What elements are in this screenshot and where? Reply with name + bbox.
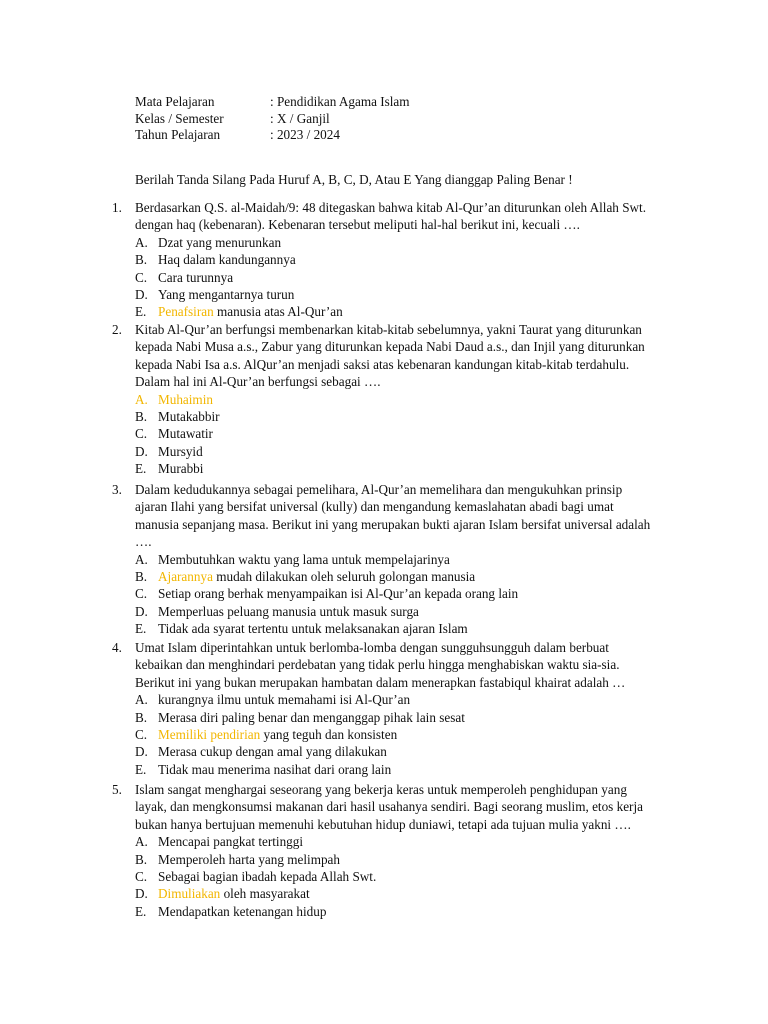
option-text <box>158 303 343 320</box>
option-text <box>158 726 397 743</box>
option-letter[interactable]: D. <box>135 443 148 459</box>
option-text-rest: kurangnya ilmu untuk memahami isi Al-Qur’an <box>158 692 411 708</box>
question-number: 3. <box>112 482 122 497</box>
option-text-rest: Tidak mau menerima nasihat dari orang lain <box>158 761 392 777</box>
question-text-line: dengan haq (kebenaran). Kebenaran tersebut meliputi hal-hal berikut ini, kecuali …. <box>135 217 580 233</box>
option-text <box>158 234 281 251</box>
option-text-rest: Mursyid <box>158 443 203 459</box>
question-text-line: kepada Nabi Musa a.s., Zabur yang diturunkan kepada Nabi Daud a.s., dan Injil yang diturunkan <box>135 339 645 355</box>
option-text <box>158 620 468 637</box>
question-text-line: Kitab Al-Qur’an berfungsi membenarkan kitab-kitab sebelumnya, yakni Taurat yang diturunkan <box>135 322 642 337</box>
option-text-rest: Mendapatkan ketenangan hidup <box>158 903 327 919</box>
meta-label-year: Tahun Pelajaran <box>135 127 221 142</box>
option-letter[interactable]: B. <box>135 409 148 424</box>
option-letter[interactable]: A. <box>135 391 148 407</box>
option-text-rest: Mutawatir <box>158 426 213 442</box>
option-letter[interactable]: D. <box>135 287 148 302</box>
option-text-rest: Sebagai bagian ibadah kepada Allah Swt. <box>158 869 377 884</box>
option-text <box>158 833 303 850</box>
option-text-rest: yang teguh dan konsisten <box>260 727 398 742</box>
option-letter[interactable]: A. <box>135 692 148 708</box>
option-text <box>158 269 233 286</box>
question-text-line: ajaran Ilahi yang bersifat universal (kully) dan mengandung kemaslahatan abadi bagi umat <box>135 499 614 515</box>
question-text-line: Umat Islam diperintahkan untuk berlomba-lomba dengan sungguhsungguh dalam berbuat <box>135 640 609 655</box>
option-text-rest: Cara turunnya <box>158 269 234 285</box>
option-text <box>158 391 213 408</box>
option-letter[interactable]: E. <box>135 461 147 477</box>
meta-label-subject: Mata Pelajaran <box>135 94 215 109</box>
question-text-line: Islam sangat menghargai seseorang yang bekerja keras untuk memperoleh penghidupan yang <box>135 782 627 797</box>
option-letter[interactable]: C. <box>135 727 148 742</box>
question-text-line: …. <box>135 534 152 550</box>
option-text <box>158 903 326 920</box>
option-letter[interactable]: A. <box>135 234 148 250</box>
option-text <box>158 425 213 442</box>
option-letter[interactable]: A. <box>135 834 148 850</box>
question-number: 2. <box>112 322 122 337</box>
option-text-rest: Mutakabbir <box>158 409 220 424</box>
option-text-rest: Merasa diri paling benar dan menganggap pihak lain sesat <box>158 709 465 725</box>
option-text-rest: Mencapai pangkat tertinggi <box>158 834 304 850</box>
meta-value-class: : X / Ganjil <box>270 111 330 126</box>
instruction-text: Berilah Tanda Silang Pada Huruf A, B, C, D, Atau E Yang dianggap Paling Benar ! <box>135 172 573 187</box>
highlighted-answer-text: Penafsiran <box>158 304 214 320</box>
option-text-rest: Dzat yang menurunkan <box>158 234 282 250</box>
option-text <box>158 691 410 708</box>
option-text <box>158 603 419 620</box>
question-text-line: manusia sepanjang masa. Berikut ini yang merupakan bukti ajaran Islam bersifat universal adalah <box>135 516 651 532</box>
option-text-rest: Yang mengantarnya turun <box>158 287 295 302</box>
option-text <box>158 551 450 568</box>
option-letter[interactable]: B. <box>135 252 148 268</box>
option-letter[interactable]: B. <box>135 851 148 867</box>
option-text-rest: oleh masyarakat <box>220 886 310 902</box>
question-text-line: Berikut ini yang bukan merupakan hambatan dalam menerapkan fastabiqul khairat adalah … <box>135 674 626 690</box>
option-text <box>158 743 387 760</box>
question-text-line: bukan hanya bertujuan memenuhi kebutuhan hidup duniawi, tetapi ada tujuan mulia yakni …. <box>135 816 631 832</box>
option-letter[interactable]: B. <box>135 709 148 725</box>
option-text-rest: Memperluas peluang manusia untuk masuk surga <box>158 603 419 619</box>
option-text <box>158 251 296 268</box>
option-letter[interactable]: B. <box>135 569 148 584</box>
option-letter[interactable]: E. <box>135 761 147 777</box>
option-text <box>158 568 475 585</box>
option-letter[interactable]: D. <box>135 744 148 760</box>
meta-label-class: Kelas / Semester <box>135 111 224 126</box>
option-letter[interactable]: D. <box>135 603 148 619</box>
option-letter[interactable]: E. <box>135 304 147 320</box>
option-letter[interactable]: C. <box>135 269 148 285</box>
option-text <box>158 868 376 885</box>
highlighted-answer-text: Dimuliakan <box>158 886 221 902</box>
meta-value-subject: : Pendidikan Agama Islam <box>270 94 410 109</box>
highlighted-answer-text: Muhaimin <box>158 391 213 407</box>
option-letter[interactable]: C. <box>135 586 148 602</box>
question-text-line: kepada Nabi Isa a.s. AlQur’an menjadi saksi atas kebenaran kandungan kitab-kitab terdahulu. <box>135 356 630 372</box>
highlighted-answer-text: Memiliki pendirian <box>158 727 261 742</box>
option-text-rest: manusia atas Al-Qur’an <box>213 304 343 320</box>
option-text <box>158 709 465 726</box>
question-text-line: Dalam kedudukannya sebagai pemelihara, Al-Qur’an memelihara dan mengukuhkan prinsip <box>135 482 623 497</box>
option-text-rest: mudah dilakukan oleh seluruh golongan manusia <box>212 569 476 584</box>
question-number: 5. <box>112 782 122 797</box>
option-letter[interactable]: A. <box>135 551 148 567</box>
option-text <box>158 851 340 868</box>
question-text-line: layak, dan mengkonsumsi makanan dari hasil usahanya sendiri. Bagi seorang muslim, etos kerja <box>135 799 643 815</box>
option-text-rest: Merasa cukup dengan amal yang dilakukan <box>158 744 387 760</box>
option-text <box>158 460 203 477</box>
option-text-rest: Membutuhkan waktu yang lama untuk mempelajarinya <box>158 551 450 567</box>
option-text <box>158 443 203 460</box>
option-letter[interactable]: E. <box>135 903 147 919</box>
option-text-rest: Murabbi <box>158 461 204 477</box>
question-number: 1. <box>112 200 122 215</box>
option-text <box>158 408 220 425</box>
question-number: 4. <box>112 640 122 655</box>
option-letter[interactable]: D. <box>135 886 148 902</box>
option-text-rest: Haq dalam kandungannya <box>158 252 296 268</box>
question-text-line: Dalam hal ini Al-Qur’an berfungsi sebagai …. <box>135 374 381 390</box>
question-text-line: kebaikan dan menghindari perdebatan yang tidak perlu hingga menghabiskan waktu sia-sia. <box>135 657 620 673</box>
meta-value-year: : 2023 / 2024 <box>270 127 340 142</box>
option-text <box>158 761 391 778</box>
option-text <box>158 885 310 902</box>
option-letter[interactable]: C. <box>135 869 148 884</box>
question-text-line: Berdasarkan Q.S. al-Maidah/9: 48 ditegaskan bahwa kitab Al-Qur’an diturunkan oleh Allah Swt. <box>135 200 647 215</box>
option-text <box>158 286 294 303</box>
option-text-rest: Memperoleh harta yang melimpah <box>158 851 340 867</box>
option-text-rest: Tidak ada syarat tertentu untuk melaksanakan ajaran Islam <box>158 621 468 637</box>
option-letter[interactable]: C. <box>135 426 148 442</box>
option-text-rest: Setiap orang berhak menyampaikan isi Al-Qur’an kepada orang lain <box>158 586 519 602</box>
highlighted-answer-text: Ajarannya <box>158 569 213 584</box>
option-letter[interactable]: E. <box>135 621 147 637</box>
option-text <box>158 585 518 602</box>
